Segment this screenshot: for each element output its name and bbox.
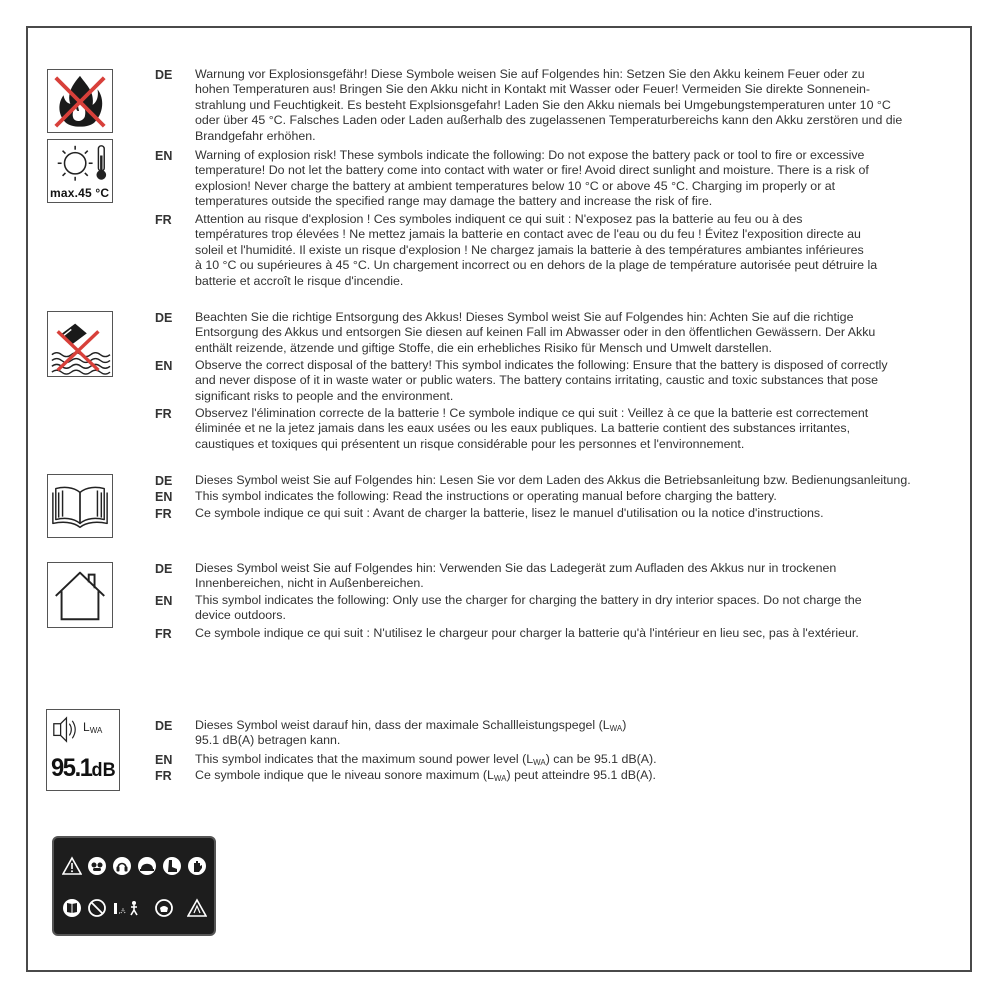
lang-code: DE [155, 562, 173, 576]
gloves-icon [187, 856, 207, 876]
lang-code: DE [155, 474, 173, 488]
fire-prohibited-icon [47, 69, 113, 133]
house-text-en: This symbol indicates the following: Only use the charger for charging the battery in dry interior spaces. Do not charge the device outdoors. [195, 593, 862, 623]
house-indoor-use-icon [47, 562, 113, 628]
max-temperature-label: max.45 °C [50, 186, 110, 200]
sound-text-fr: Ce symbole indique que le niveau sonore maximum $(L_{WA})$ peut atteindre 95.1 dB(A). [195, 768, 656, 783]
sound-text-de: Dieses Symbol weist darauf hin, dass der maximale Schallleistungspegel $(L_{WA})$ 95.1 dB(A) betragen kann. [195, 718, 627, 748]
lang-code: FR [155, 627, 172, 641]
lang-code: EN [155, 753, 173, 767]
disposal-text-fr: Observez l'élimination correcte de la batterie ! Ce symbole indique ce qui suit : Veillez à ce que la batterie est correctement éliminée et ne la jetez jamais dans les eaux usées ou les eaux publiques. La batterie contient des substances irritantes, caustiques et toxiques qui présentent un risque considérable pour les personnes et l'environnement. [195, 406, 869, 451]
lang-code: EN [155, 594, 173, 608]
lang-code: DE [155, 719, 173, 733]
manual-text-fr: Ce symbole indique ce qui suit : Avant de charger la batterie, lisez le manuel d'utilisation ou la notice d'instructions. [195, 506, 824, 520]
warning-text-en: Warning of explosion risk! These symbols indicate the following: Do not expose the battery pack or tool to fire or excessive temperature! Do not let the battery come into contact with water or fire! Avoid direct sunlight and moisture. There is a risk of explosion! Never charge the battery at ambient temperatures below 10 °C or above 45 °C. Charging im properly or at temperatures outside the specified range may damage the battery and increase the risk of fire. [195, 148, 869, 209]
read-manual-icon [62, 898, 82, 918]
ear-protection-icon [112, 856, 132, 876]
eye-protection-icon [87, 856, 107, 876]
open-book-manual-icon [47, 474, 113, 538]
lang-code: EN [155, 490, 173, 504]
keep-distance-icon [112, 898, 144, 918]
helmet-icon [137, 856, 157, 876]
house-text-de: Dieses Symbol weist Sie auf Folgendes hin: Verwenden Sie das Ladegerät zum Aufladen des Akkus nur in trockenen Innenbereichen, nicht in Außenbereichen. [195, 561, 837, 591]
lang-code: FR [155, 507, 172, 521]
warning-triangle-icon [62, 856, 82, 876]
no-entry-icon [87, 898, 107, 918]
disposal-text-en: Observe the correct disposal of the battery! This symbol indicates the following: Ensure that the battery is disposed of correctly and never dispose of it in waste water or public waters. The battery contains irritating, caustic and toxic substances that pose significant risks to people and the environment. [195, 358, 888, 403]
house-text-fr: Ce symbole indique ce qui suit : N'utilisez le chargeur pour charger la batterie qu'à l'intérieur en lieu sec, pas à l'extérieur. [195, 626, 859, 640]
safety-label-panel [52, 836, 216, 936]
lang-code: EN [155, 149, 173, 163]
lang-code: FR [155, 407, 172, 421]
sound-text-en: This symbol indicates that the maximum sound power level $(L_{WA})$ can be 95.1 dB(A). [195, 752, 657, 767]
manual-text-en: This symbol indicates the following: Read the instructions or operating manual before charging the battery. [195, 489, 777, 503]
lwa-label: $L_{WA}$ [83, 720, 103, 735]
lang-code: EN [155, 359, 173, 373]
warning-text-fr: Attention au risque d'explosion ! Ces symboles indiquent ce qui suit : N'exposez pas la batterie au feu ou à des températures trop élevées ! Ne mettez jamais la batterie en contact avec de l'eau ou du feu ! Évitez l'exposition directe au soleil et l'humidité. Il existe un risque d'explosion ! Ne chargez jamais la batterie à des températures ambiantes inférieures à 10 °C ou supérieures à 45 °C. Un chargement incorrect ou en dehors de la plage de température autorisée peut détruire la batterie et accroît le risque d'incendie. [195, 212, 878, 288]
lang-code: DE [155, 68, 173, 82]
manual-text-de: Dieses Symbol weist Sie auf Folgendes hin: Lesen Sie vor dem Laden des Akkus die Betriebsanleitung bzw. Bedienungsanleitung. [195, 473, 911, 487]
safety-boots-icon [162, 856, 182, 876]
lang-code: DE [155, 311, 173, 325]
battery-disposal-water-prohibited-icon [47, 311, 113, 377]
db-value: 95.1dB [51, 754, 116, 782]
mask-icon [154, 898, 174, 918]
disposal-text-de: Beachten Sie die richtige Entsorgung des Akkus! Dieses Symbol weist Sie auf Folgendes hin: Achten Sie auf die richtige Entsorgung des Akkus und entsorgen Sie diesen auf keinen Fall im Abwasser oder in den öffentlichen Gewässern. Der Akku enthält reizende, ätzende und giftige Stoffe, die ein erhebliches Risiko für Mensch und Umwelt darstellen. [195, 310, 876, 355]
lang-code: FR [155, 769, 172, 783]
temperature-sun-icon [47, 139, 113, 203]
hazard-triangle-icon [187, 898, 207, 918]
lang-code: FR [155, 213, 172, 227]
warning-text-de: Warnung vor Explosionsgefähr! Diese Symbole weisen Sie auf Folgendes hin: Setzen Sie den Akku keinem Feuer oder zu hohen Temperaturen aus! Bringen Sie den Akku nicht in Kontakt mit Wasser oder Feuer! Vermeiden Sie direkte Sonnenein- strahlung und Feuchtigkeit. Es besteht Explsionsgefahr! Laden Sie den Akku niemals bei Umgebungstemperaturen unter 10 °C oder über 45 °C. Falsches Laden oder Laden außerhalb des zugelassenen Temperaturbereichs kann den Akku zerstören und die Brandgefahr erhöhen. [195, 67, 903, 143]
sound-power-level-icon [46, 709, 120, 791]
